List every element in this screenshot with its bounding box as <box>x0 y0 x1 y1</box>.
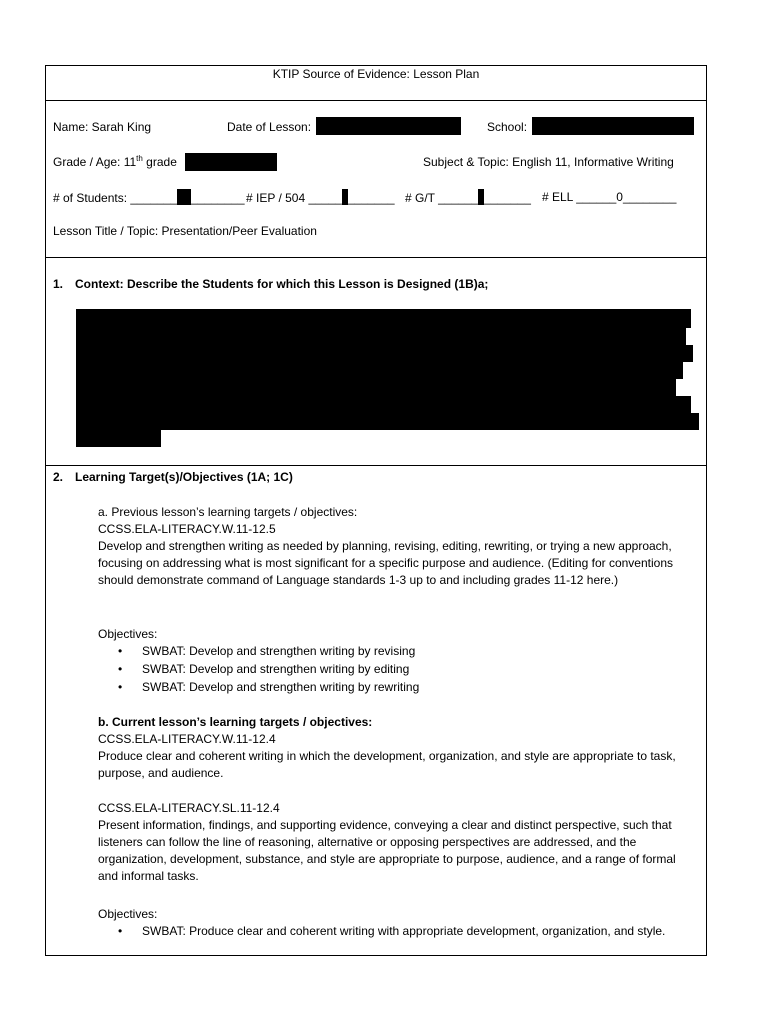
students-label: # of Students: _______ <box>53 191 178 205</box>
subject-topic: Subject & Topic: English 11, Informative Writing <box>423 155 674 169</box>
context-row <box>46 258 706 466</box>
targets-number: 2. <box>53 470 64 484</box>
students-tail: ________ <box>191 191 245 205</box>
school-label: School: <box>487 120 528 134</box>
grade-superscript: th <box>136 154 143 163</box>
gt-count <box>405 189 531 206</box>
list-item: • SWBAT: Produce clear and coherent writing with appropriate development, organization, and style. <box>98 922 688 940</box>
targets-heading: Learning Target(s)/Objectives (1A; 1C) <box>75 470 293 484</box>
grade-suffix: grade <box>142 155 177 169</box>
redacted-students <box>177 189 191 205</box>
iep-tail: _______ <box>347 191 395 205</box>
info-row <box>46 101 706 258</box>
redacted-school <box>532 117 694 135</box>
iep-count <box>246 189 395 206</box>
iep-label: # IEP / 504 _____ <box>246 191 342 205</box>
current-objectives-label: Objectives: <box>98 907 158 921</box>
list-item: • SWBAT: Develop and strengthen writing by revising <box>98 642 694 660</box>
learning-targets-row <box>46 466 706 957</box>
current-targets-label: b. Current lesson’s learning targets / objectives: <box>98 715 373 729</box>
current-standard-2-text: Present information, findings, and supporting evidence, conveying a clear and distinct perspective, such that listeners can follow the line of reasoning, alternative or opposing perspectives are addressed, and the organization, development, substance, and style are appropriate to purpose, audience, and a range of formal and informal tasks. <box>98 818 676 883</box>
context-number: 1. <box>53 277 64 291</box>
students-count <box>53 189 245 206</box>
gt-tail: _______ <box>484 191 531 205</box>
redacted-grade <box>185 153 277 171</box>
previous-standard: CCSS.ELA-LITERACY.W.11-12.5 <box>98 522 276 536</box>
lesson-title: Lesson Title / Topic: Presentation/Peer Evaluation <box>53 224 317 238</box>
date-label: Date of Lesson: <box>227 120 312 134</box>
list-item: • SWBAT: Develop and strengthen writing by editing <box>98 660 694 678</box>
previous-objectives-label: Objectives: <box>98 627 158 641</box>
current-standard-1: CCSS.ELA-LITERACY.W.11-12.4 <box>98 732 276 746</box>
ell-count <box>542 189 676 205</box>
grade-age <box>53 154 177 170</box>
ell-tail: ________ <box>622 190 677 204</box>
ell-label: # ELL ______ <box>542 190 617 204</box>
ell-value: 0 <box>616 190 623 204</box>
lesson-plan-table <box>45 65 707 956</box>
redacted-date <box>316 117 461 135</box>
document-title: KTIP Source of Evidence: Lesson Plan <box>272 67 480 81</box>
previous-standard-text: Develop and strengthen writing as needed by planning, revising, editing, rewriting, or trying a new approach, focusing on addressing what is most significant for a specific purpose and audience. (Editing for conventions should demonstrate command of Language standards 1-3 up to and including grades 11-12 here.) <box>98 539 673 587</box>
list-item: • SWBAT: Develop and strengthen writing by rewriting <box>98 678 694 696</box>
title-row <box>46 66 706 101</box>
current-objectives-list <box>98 922 688 940</box>
teacher-name: Name: Sarah King <box>53 120 152 134</box>
current-standard-1-text: Produce clear and coherent writing in which the development, organization, and style are appropriate to task, purpose, and audience. <box>98 749 676 780</box>
context-heading: Context: Describe the Students for which this Lesson is Designed (1B)a; <box>75 277 489 291</box>
current-standard-2: CCSS.ELA-LITERACY.SL.11-12.4 <box>98 801 280 815</box>
previous-targets-label: a. Previous lesson’s learning targets / objectives: <box>98 505 358 519</box>
previous-objectives-list <box>98 642 694 696</box>
grade-prefix: Grade / Age: 11 <box>53 155 137 169</box>
gt-label: # G/T ______ <box>405 191 479 205</box>
